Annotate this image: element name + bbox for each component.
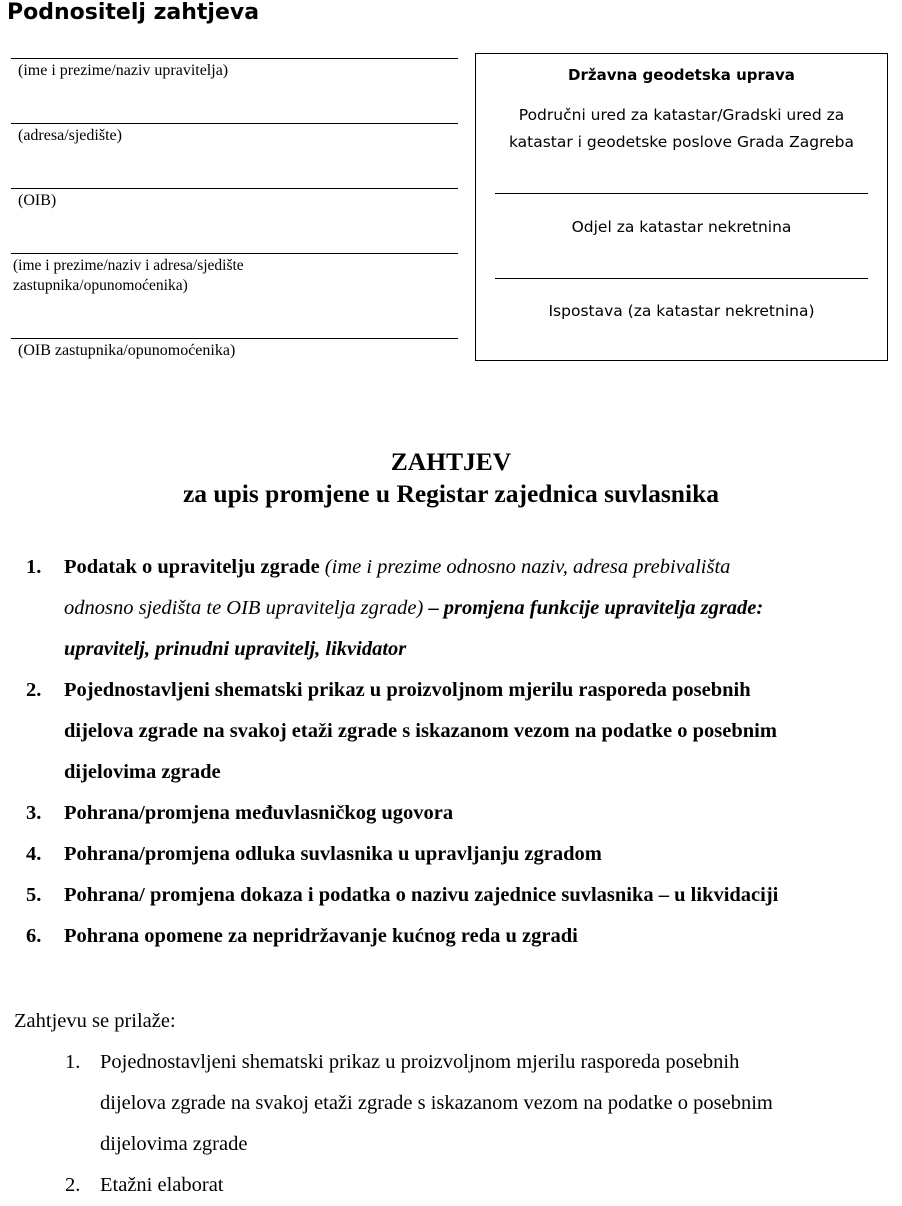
address-field-line[interactable] — [11, 123, 458, 124]
representative-field-label-2: zastupnika/opunomoćenika) — [13, 277, 188, 294]
request-item-1-bi-b: upravitelj, prinudni upravitelj, likvidator — [64, 638, 407, 660]
request-item-1-italic-a: ime i prezime odnosno naziv, adresa prebivališta — [331, 556, 731, 578]
request-item-1-italic-b: odnosno sjedišta te OIB upravitelja zgrade) — [64, 597, 424, 619]
request-item-2 — [26, 670, 902, 793]
attachment-item-2-text: Etažni elaborat — [100, 1174, 224, 1196]
request-item-4-text: Pohrana/promjena odluka suvlasnika u upravljanju zgradom — [64, 843, 602, 865]
name-field-label: (ime i prezime/naziv upravitelja) — [18, 62, 229, 79]
name-field-line[interactable] — [11, 58, 458, 59]
request-number: 1. — [26, 556, 42, 578]
request-item-2-line-3: dijelovima zgrade — [64, 761, 221, 783]
request-number: 6. — [26, 925, 42, 947]
request-item-3 — [26, 793, 902, 834]
request-number: 2. — [26, 679, 42, 701]
office-line-2: katastar i geodetske poslove Grada Zagreba — [508, 133, 855, 151]
request-item-1-dash: – — [423, 597, 444, 619]
request-item-2-line-2: dijelova zgrade na svakoj etaži zgrade s iskazanom vezom na podatke o posebnim — [64, 720, 777, 742]
request-item-2-line-1: Pojednostavljeni shematski prikaz u proizvoljnom mjerilu rasporeda posebnih — [64, 679, 751, 701]
request-item-1 — [26, 547, 902, 670]
request-item-4 — [26, 834, 902, 875]
oib-field-line[interactable] — [11, 188, 458, 189]
office-box — [475, 53, 888, 361]
oib-field-label: (OIB) — [18, 192, 57, 209]
request-item-3-text: Pohrana/promjena međuvlasničkog ugovora — [64, 802, 454, 824]
request-number: 4. — [26, 843, 42, 865]
attachment-item-1 — [65, 1042, 902, 1165]
request-number: 3. — [26, 802, 42, 824]
attachment-item-1-line-3: dijelovima zgrade — [100, 1133, 248, 1155]
attachment-item-1-line-2: dijelova zgrade na svakoj etaži zgrade s iskazanom vezom na podatke o posebnim — [100, 1092, 773, 1114]
attachments-list — [65, 1042, 902, 1206]
address-field-label: (adresa/sjedište) — [18, 127, 122, 144]
office-blank-line-1[interactable] — [495, 193, 868, 194]
attachment-number: 1. — [65, 1051, 81, 1073]
request-number: 5. — [26, 884, 42, 906]
attachment-number: 2. — [65, 1174, 81, 1196]
request-item-5 — [26, 875, 902, 916]
request-item-1-bold: Podatak o upravitelju zgrade — [64, 556, 320, 578]
request-item-5-text: Pohrana/ promjena dokaza i podatka o nazivu zajednice suvlasnika – u likvidaciji — [64, 884, 779, 906]
request-item-1-bi-a: promjena funkcije upravitelja zgrade: — [443, 597, 764, 619]
representative-oib-field-line[interactable] — [11, 338, 458, 339]
office-title: Državna geodetska uprava — [568, 66, 795, 84]
office-blank-line-2[interactable] — [495, 278, 868, 279]
document-title: ZAHTJEV — [390, 447, 512, 476]
document-subtitle: za upis promjene u Registar zajednica suvlasnika — [182, 479, 719, 508]
applicant-heading: Podnositelj zahtjeva — [7, 0, 260, 25]
representative-field-line[interactable] — [11, 253, 458, 254]
request-item-1-paren: ( — [319, 556, 332, 578]
representative-oib-field-label: (OIB zastupnika/opunomoćenika) — [18, 342, 236, 359]
attachment-item-2 — [65, 1165, 902, 1206]
request-list — [26, 547, 902, 957]
request-item-6 — [26, 916, 902, 957]
request-item-6-text: Pohrana opomene za nepridržavanje kućnog reda u zgradi — [64, 925, 578, 947]
representative-field-label: (ime i prezime/naziv i adresa/sjedište — [13, 257, 244, 274]
attachments-intro: Zahtjevu se prilaže: — [14, 1010, 176, 1032]
office-department: Odjel za katastar nekretnina — [571, 218, 792, 236]
office-line-1: Područni ured za katastar/Gradski ured za — [518, 106, 845, 124]
office-branch: Ispostava (za katastar nekretnina) — [548, 302, 815, 320]
attachment-item-1-line-1: Pojednostavljeni shematski prikaz u proizvoljnom mjerilu rasporeda posebnih — [100, 1051, 740, 1073]
